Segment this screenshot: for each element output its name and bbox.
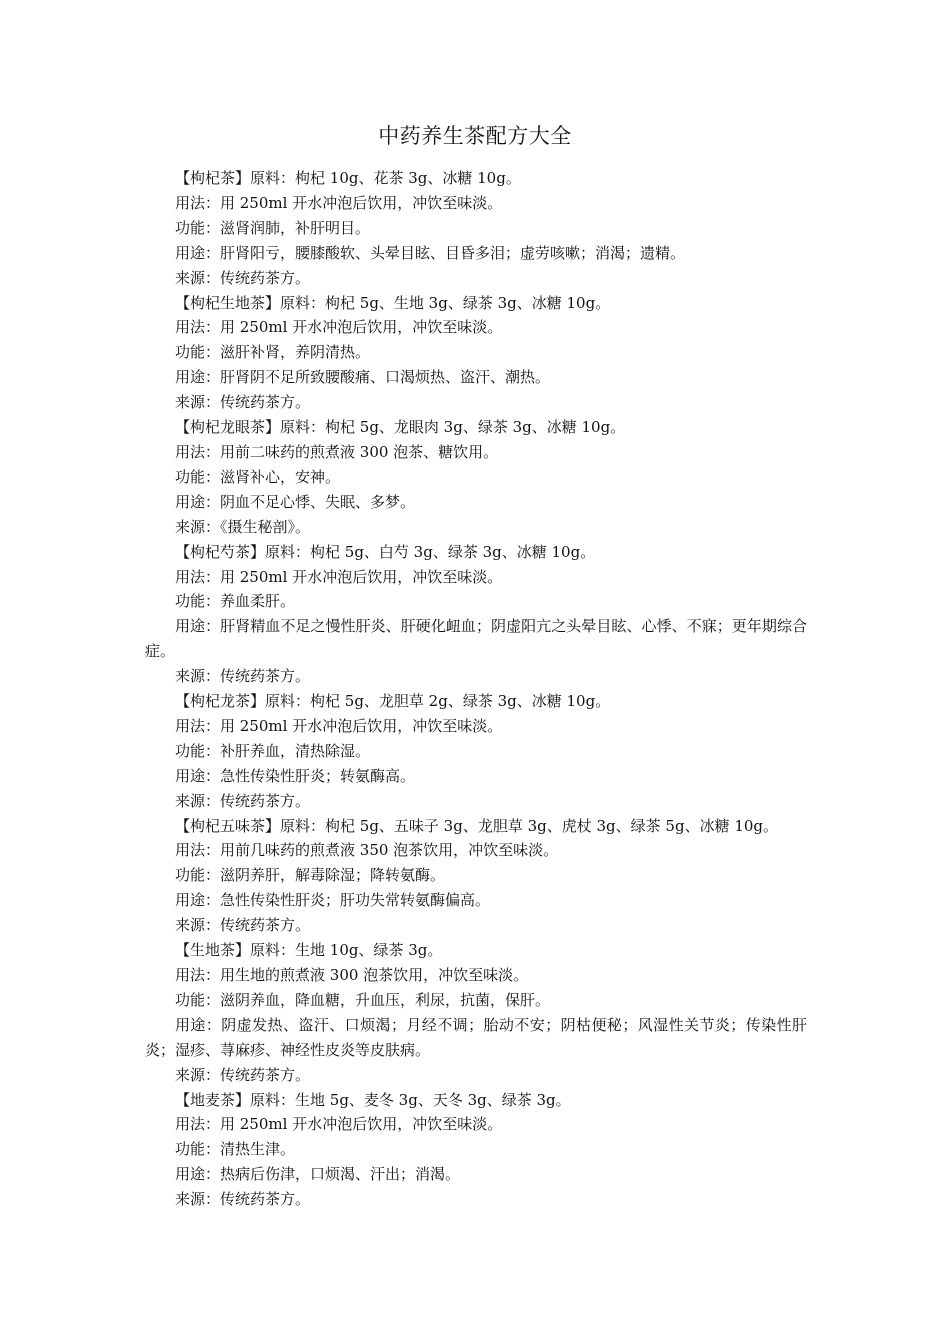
- recipe-paragraph: 用途：热病后伤津，口烦渴、汗出；消渴。: [175, 1165, 461, 1184]
- recipe-paragraph: 用途：急性传染性肝炎；转氨酶高。: [175, 766, 416, 785]
- recipe-paragraph: 【地麦茶】原料：生地 5g、麦冬 3g、天冬 3g、绿茶 3g。: [175, 1090, 571, 1109]
- recipe-paragraph: 【生地茶】原料：生地 10g、绿茶 3g。: [175, 941, 443, 960]
- recipe-paragraph: 【枸杞茶】原料：枸杞 10g、花茶 3g、冰糖 10g。: [175, 169, 521, 187]
- recipe-paragraph: 【枸杞龙眼茶】原料：枸杞 5g、龙眼肉 3g、绿茶 3g、冰糖 10g。: [175, 418, 626, 437]
- recipe-paragraph: 用法：用 250ml 开水冲泡后饮用，冲饮至味淡。: [175, 318, 503, 337]
- recipe-paragraph: 用途：急性传染性肝炎；肝功失常转氨酶偏高。: [175, 891, 491, 910]
- recipe-paragraph: 用途：阴血不足心悸、失眠、多梦。: [175, 492, 416, 511]
- recipe-paragraph: 功能：滋肝补肾，养阴清热。: [175, 343, 371, 362]
- recipe-paragraph: 【枸杞龙茶】原料：枸杞 5g、龙胆草 2g、绿茶 3g、冰糖 10g。: [175, 692, 611, 711]
- recipe-paragraph: 用途：肝肾精血不足之慢性肝炎、肝硬化衄血；阴虚阳亢之头晕目眩、心悸、不寐；更年期综合症。: [145, 617, 807, 661]
- recipe-paragraph: 用法：用生地的煎煮液 300 泡茶饮用，冲饮至味淡。: [175, 966, 529, 984]
- recipe-paragraph: 功能：滋阴养肝，解毒除湿；降转氨酶。: [175, 866, 446, 885]
- recipe-paragraph: 【枸杞芍茶】原料：枸杞 5g、白芍 3g、绿茶 3g、冰糖 10g。: [175, 542, 596, 561]
- recipe-paragraph: 【枸杞五味茶】原料：枸杞 5g、五味子 3g、龙胆草 3g、虎杖 3g、绿茶 5g、冰糖 10g。: [175, 816, 779, 835]
- recipe-paragraph: 来源：传统药茶方。: [175, 1190, 311, 1209]
- recipe-paragraph: 来源：传统药茶方。: [175, 268, 311, 287]
- recipe-paragraph: 来源：传统药茶方。: [175, 1065, 311, 1084]
- recipe-paragraph: 用途：阴虚发热、盗汗、口烦渴；月经不调；胎动不安；阴枯便秘；风湿性关节炎；传染性肝炎；湿疹、荨麻疹、神经性皮炎等皮肤病。: [145, 1015, 807, 1059]
- recipe-paragraph: 用法：用 250ml 开水冲泡后饮用，冲饮至味淡。: [175, 567, 503, 586]
- recipe-paragraph: 功能：滋肾润肺，补肝明目。: [175, 218, 371, 237]
- recipe-paragraph: 功能：补肝养血，清热除湿。: [175, 741, 371, 760]
- recipe-paragraph: 来源：传统药茶方。: [175, 791, 311, 810]
- recipe-paragraph: 用法：用前二味药的煎煮液 300 泡茶、糖饮用。: [175, 442, 499, 461]
- recipe-paragraph: 功能：清热生津。: [175, 1140, 296, 1159]
- recipe-paragraph: 功能：滋肾补心，安神。: [175, 467, 341, 486]
- recipe-paragraph: 【枸杞生地茶】原料：枸杞 5g、生地 3g、绿茶 3g、冰糖 10g。: [175, 293, 611, 312]
- recipe-paragraph: 用法：用 250ml 开水冲泡后饮用，冲饮至味淡。: [175, 1115, 503, 1134]
- document-body: [145, 166, 807, 1212]
- recipe-paragraph: 用法：用前几味药的煎煮液 350 泡茶饮用，冲饮至味淡。: [175, 841, 559, 860]
- recipe-paragraph: 功能：养血柔肝。: [175, 592, 296, 611]
- document-title: 中药养生茶配方大全: [378, 124, 572, 148]
- recipe-paragraph: 用法：用 250ml 开水冲泡后饮用，冲饮至味淡。: [175, 716, 503, 735]
- recipe-paragraph: 用途：肝肾阴不足所致腰酸痛、口渴烦热、盗汗、潮热。: [175, 368, 551, 387]
- recipe-paragraph: 用法：用 250ml 开水冲泡后饮用，冲饮至味淡。: [175, 193, 503, 212]
- recipe-paragraph: 功能：滋阴养血，降血糖，升血压，利尿，抗菌，保肝。: [175, 990, 551, 1009]
- recipe-paragraph: 来源：《摄生秘剖》。: [175, 517, 311, 536]
- recipe-paragraph: 用途：肝肾阳亏，腰膝酸软、头晕目眩、目昏多泪；虚劳咳嗽；消渴；遗精。: [175, 243, 686, 262]
- recipe-paragraph: 来源：传统药茶方。: [175, 916, 311, 935]
- recipe-paragraph: 来源：传统药茶方。: [175, 393, 311, 412]
- recipe-paragraph: 来源：传统药茶方。: [175, 667, 311, 686]
